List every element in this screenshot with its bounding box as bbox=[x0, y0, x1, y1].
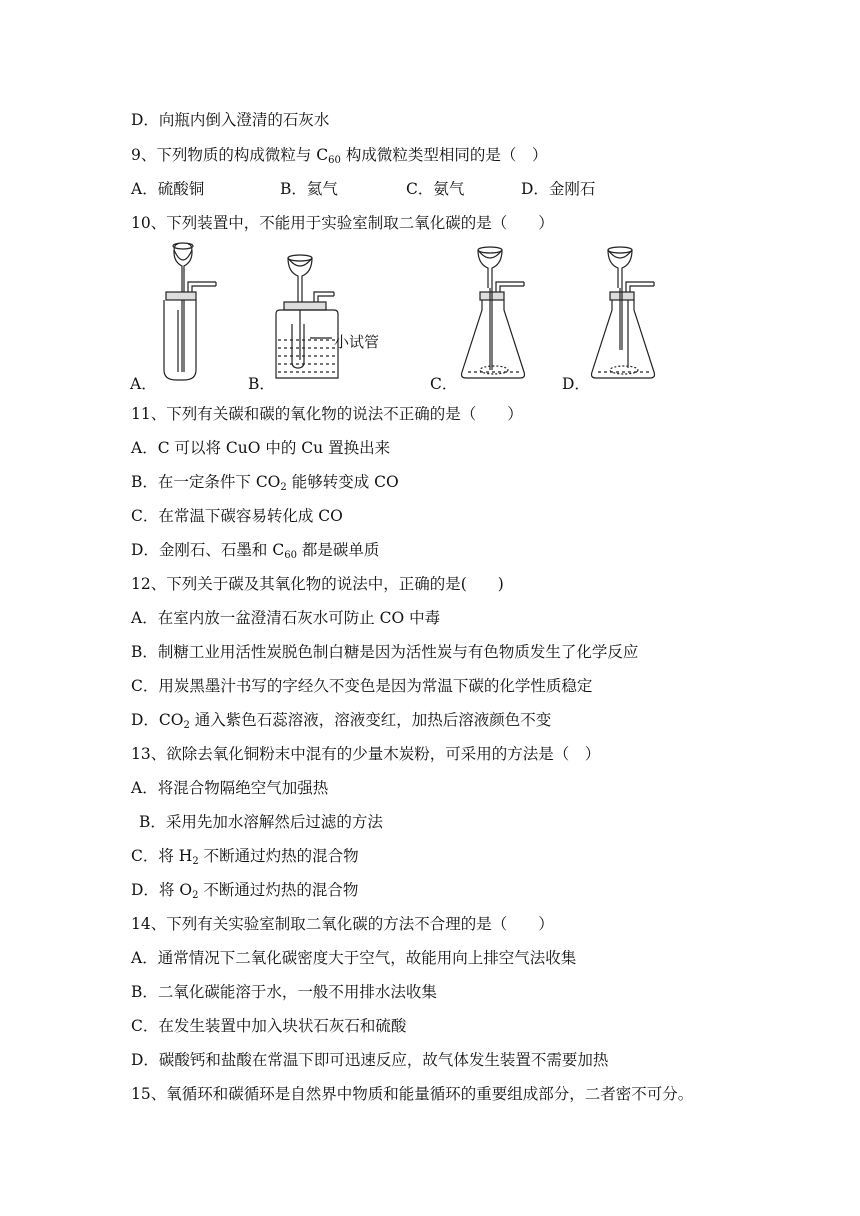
q12-option-c: C．用炭黑墨汁书写的字经久不变色是因为常温下碳的化学性质稳定 bbox=[131, 677, 593, 695]
q13-c-sub: 2 bbox=[192, 856, 199, 867]
q11-option-d bbox=[131, 540, 379, 560]
q9-option-d: D．金刚石 bbox=[521, 180, 596, 198]
apparatus-b-label: B． bbox=[248, 375, 275, 393]
apparatus-figure bbox=[130, 240, 690, 393]
q13-option-b: B．采用先加水溶解然后过滤的方法 bbox=[139, 813, 383, 831]
q11-b-sub: 2 bbox=[280, 482, 287, 493]
apparatus-b-bottle bbox=[270, 240, 410, 390]
q11-option-c: C．在常温下碳容易转化成 CO bbox=[131, 507, 343, 525]
question-11-stem: 11、下列有关碳和碳的氧化物的说法不正确的是（ ） bbox=[131, 405, 523, 423]
q13-d-pre: D．将 O bbox=[131, 881, 193, 899]
apparatus-d-flask bbox=[588, 240, 698, 390]
q12-option-d bbox=[131, 710, 551, 730]
q13-option-c bbox=[131, 846, 359, 866]
q14-option-c: C．在发生装置中加入块状石灰石和硫酸 bbox=[131, 1017, 407, 1035]
q11-b-pre: B．在一定条件下 CO bbox=[131, 473, 281, 491]
q14-option-b: B．二氧化碳能溶于水，一般不用排水法收集 bbox=[131, 983, 437, 1001]
q13-option-a: A．将混合物隔绝空气加强热 bbox=[131, 779, 329, 797]
q11-d-sub: 60 bbox=[284, 550, 297, 561]
q14-option-d: D．碳酸钙和盐酸在常温下即可迅速反应，故气体发生装置不需要加热 bbox=[131, 1051, 609, 1069]
apparatus-c-label: C． bbox=[430, 375, 458, 393]
q9-option-c: C．氨气 bbox=[406, 180, 465, 198]
apparatus-c-flask bbox=[458, 240, 568, 390]
apparatus-a-label: A． bbox=[130, 375, 157, 393]
q9-stem-sub: 60 bbox=[328, 155, 341, 166]
q12-d-pre: D．CO bbox=[131, 711, 184, 729]
q12-option-b: B．制糖工业用活性炭脱色制白糖是因为活性炭与有色物质发生了化学反应 bbox=[131, 643, 639, 661]
q11-b-post: 能够转变成 CO bbox=[286, 473, 399, 491]
option-d-previous: D．向瓶内倒入澄清的石灰水 bbox=[131, 111, 330, 129]
q11-d-pre: D．金刚石、石墨和 C bbox=[131, 541, 285, 559]
question-13-stem: 13、欲除去氧化铜粉末中混有的少量木炭粉，可采用的方法是（ ） bbox=[131, 745, 601, 763]
q13-option-d bbox=[131, 880, 358, 900]
question-14-stem: 14、下列有关实验室制取二氧化碳的方法不合理的是（ ） bbox=[131, 915, 554, 933]
q12-d-sub: 2 bbox=[183, 720, 190, 731]
q14-option-a: A．通常情况下二氧化碳密度大于空气，故能用向上排空气法收集 bbox=[131, 949, 577, 967]
apparatus-d-label: D． bbox=[562, 375, 590, 393]
q9-option-a: A．硫酸铜 bbox=[131, 180, 205, 198]
q13-d-post: 不断通过灼热的混合物 bbox=[198, 881, 359, 899]
q11-option-b bbox=[131, 472, 399, 492]
question-10-stem: 10、下列装置中，不能用于实验室制取二氧化碳的是（ ） bbox=[131, 214, 554, 232]
q9-option-b: B．氦气 bbox=[280, 180, 338, 198]
question-9-stem bbox=[131, 145, 547, 165]
q13-c-post: 不断通过灼热的混合物 bbox=[198, 847, 359, 865]
q12-option-a: A．在室内放一盆澄清石灰水可防止 CO 中毒 bbox=[131, 609, 441, 627]
q9-stem-pre: 9、下列物质的构成微粒与 C bbox=[131, 146, 329, 164]
small-test-tube-annotation: 小试管 bbox=[334, 333, 380, 351]
question-15-stem: 15、氧循环和碳循环是自然界中物质和能量循环的重要组成部分，二者密不可分。 bbox=[131, 1085, 694, 1103]
q11-d-post: 都是碳单质 bbox=[296, 541, 380, 559]
q9-stem-post: 构成微粒类型相同的是（ ） bbox=[340, 146, 548, 164]
q11-option-a: A．C 可以将 CuO 中的 Cu 置换出来 bbox=[131, 439, 391, 457]
q12-d-post: 通入紫色石蕊溶液，溶液变红，加热后溶液颜色不变 bbox=[189, 711, 552, 729]
apparatus-a-test-tube bbox=[150, 240, 240, 390]
q13-c-pre: C．将 H bbox=[131, 847, 193, 865]
q13-d-sub: 2 bbox=[192, 890, 199, 901]
question-12-stem: 12、下列关于碳及其氧化物的说法中，正确的是( ) bbox=[131, 575, 504, 593]
